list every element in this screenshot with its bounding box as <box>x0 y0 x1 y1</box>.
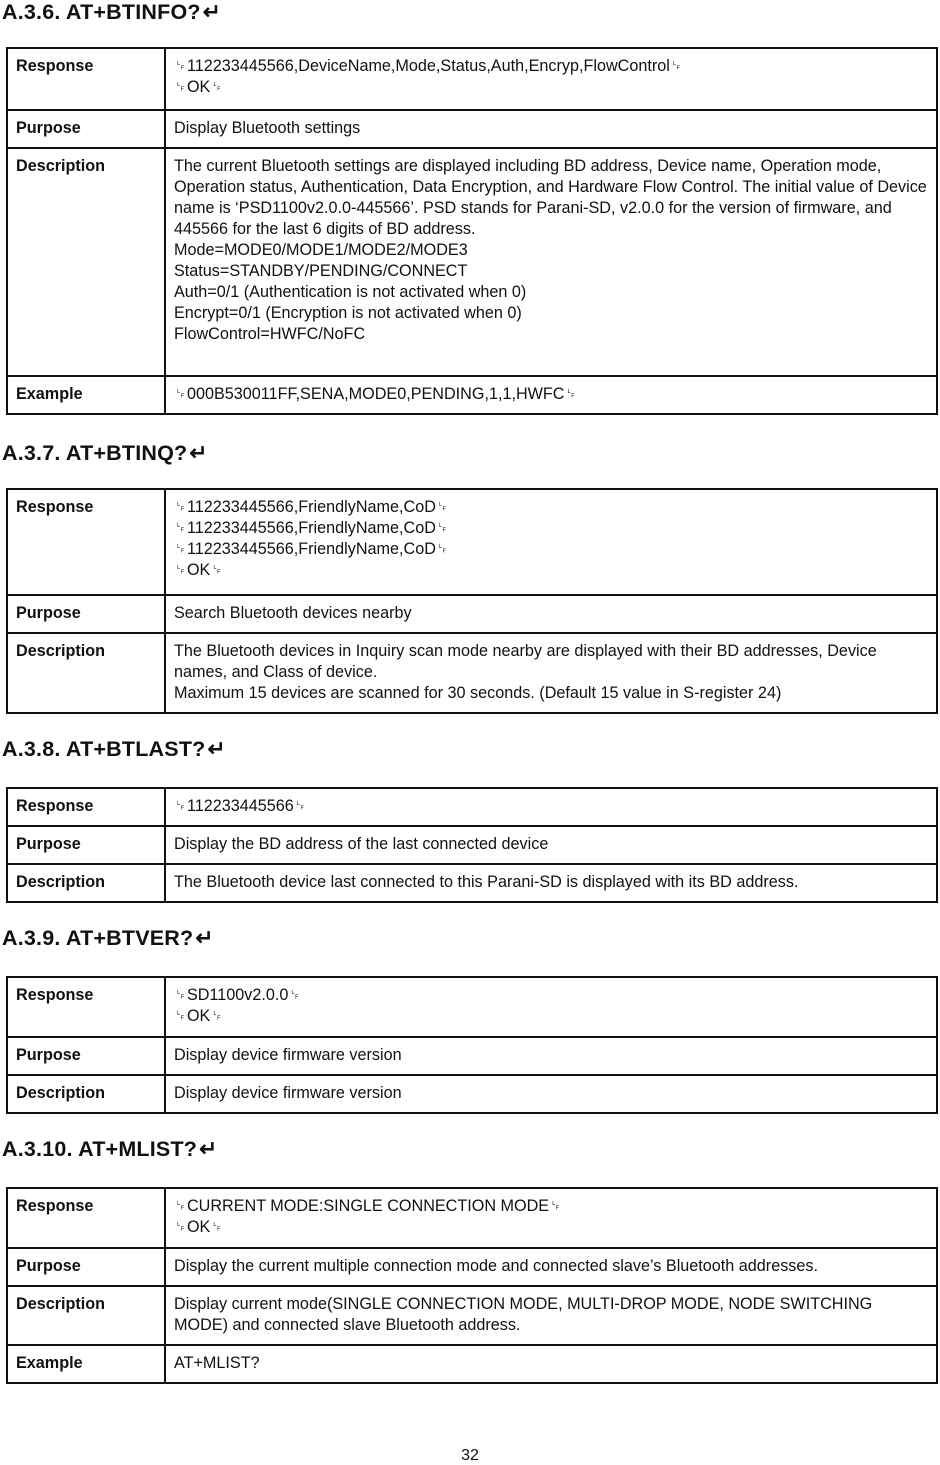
command-table <box>6 976 938 1114</box>
table-row <box>7 489 937 595</box>
row-value <box>165 864 937 902</box>
command-table <box>6 787 938 903</box>
value-line: Display current mode(SINGLE CONNECTION MODE, MULTI-DROP MODE, NODE SWITCHING MODE) and connected slave Bluetooth address. <box>174 1295 873 1334</box>
row-value <box>165 1248 937 1286</box>
value-line: Display Bluetooth settings <box>174 119 361 137</box>
table-row <box>7 977 937 1037</box>
row-value <box>165 489 937 595</box>
row-value <box>165 148 937 376</box>
return-icon: ↵ <box>199 1137 218 1161</box>
row-value <box>165 1345 937 1383</box>
row-value <box>165 376 937 414</box>
table-row <box>7 864 937 902</box>
table-row <box>7 376 937 414</box>
value-line: Display the current multiple connection mode and connected slave’s Bluetooth addresses. <box>174 1257 818 1275</box>
row-label: Description <box>7 1075 165 1113</box>
row-value <box>165 1286 937 1345</box>
row-label: Purpose <box>7 1037 165 1075</box>
value-line: AT+MLIST? <box>174 1354 260 1372</box>
return-icon: ↵ <box>195 926 214 950</box>
return-icon: ↵ <box>207 737 226 761</box>
table-row <box>7 148 937 376</box>
table-row <box>7 788 937 826</box>
section-heading: A.3.9. AT+BTVER?↵ <box>2 926 214 950</box>
table-row <box>7 1286 937 1345</box>
table-row <box>7 1345 937 1383</box>
value-line: ␊112233445566,FriendlyName,CoD␊ <box>174 540 449 558</box>
value-line: Display device firmware version <box>174 1084 402 1102</box>
value-line: The current Bluetooth settings are displayed including BD address, Device name, Operation mode, Operation status, Authentication, Data Encryption, and Hardware Flow Control. The initial value of Device name is ‘PSD1100v2.0.0-445566’. PSD stands for Parani-SD, v2.0.0 for the version of firmware, and 445566 for the last 6 digits of BD address. <box>174 157 927 238</box>
value-line: Mode=MODE0/MODE1/MODE2/MODE3 <box>174 241 468 259</box>
table-row <box>7 1248 937 1286</box>
row-label: Example <box>7 1345 165 1383</box>
row-label: Response <box>7 48 165 110</box>
value-line: Maximum 15 devices are scanned for 30 seconds. (Default 15 value in S-register 24) <box>174 684 782 702</box>
value-line: FlowControl=HWFC/NoFC <box>174 325 366 343</box>
command-table <box>6 1187 938 1384</box>
section-heading: A.3.6. AT+BTINFO?↵ <box>2 0 221 24</box>
value-line: ␊112233445566,FriendlyName,CoD␊ <box>174 498 449 516</box>
row-label: Response <box>7 788 165 826</box>
table-row <box>7 48 937 110</box>
table-row <box>7 595 937 633</box>
value-line: Display the BD address of the last connected device <box>174 835 549 853</box>
section-heading: A.3.8. AT+BTLAST?↵ <box>2 737 226 761</box>
table-row <box>7 1188 937 1248</box>
row-label: Purpose <box>7 595 165 633</box>
row-value <box>165 788 937 826</box>
row-value <box>165 1037 937 1075</box>
value-line: ␊112233445566␊ <box>174 797 307 815</box>
section-heading: A.3.10. AT+MLIST?↵ <box>2 1137 218 1161</box>
row-label: Response <box>7 1188 165 1248</box>
row-value <box>165 1075 937 1113</box>
section-heading: A.3.7. AT+BTINQ?↵ <box>2 441 208 465</box>
row-value <box>165 48 937 110</box>
row-label: Description <box>7 864 165 902</box>
return-icon: ↵ <box>202 0 221 24</box>
table-row <box>7 826 937 864</box>
table-row <box>7 110 937 148</box>
value-line: ␊CURRENT MODE:SINGLE CONNECTION MODE␊ <box>174 1197 563 1215</box>
value-line: The Bluetooth devices in Inquiry scan mode nearby are displayed with their BD addresses, Device names, and Class of device. <box>174 642 877 681</box>
row-label: Example <box>7 376 165 414</box>
row-label: Description <box>7 148 165 376</box>
value-line: ␊000B530011FF,SENA,MODE0,PENDING,1,1,HWFC␊ <box>174 385 578 403</box>
value-line: ␊OK␊ <box>174 1218 224 1236</box>
value-line: ␊112233445566,FriendlyName,CoD␊ <box>174 519 449 537</box>
value-line: Encrypt=0/1 (Encryption is not activated when 0) <box>174 304 522 322</box>
row-value <box>165 633 937 713</box>
row-value <box>165 110 937 148</box>
row-value <box>165 826 937 864</box>
value-line: Status=STANDBY/PENDING/CONNECT <box>174 262 468 280</box>
return-icon: ↵ <box>189 441 208 465</box>
page-number: 32 <box>461 1447 479 1464</box>
value-line: ␊OK␊ <box>174 1007 224 1025</box>
table-row <box>7 1075 937 1113</box>
table-row <box>7 633 937 713</box>
value-line: ␊OK␊ <box>174 78 224 96</box>
table-row <box>7 1037 937 1075</box>
row-value <box>165 977 937 1037</box>
value-line: Search Bluetooth devices nearby <box>174 604 412 622</box>
row-label: Purpose <box>7 110 165 148</box>
value-line: ␊112233445566,DeviceName,Mode,Status,Auth,Encryp,FlowControl␊ <box>174 57 683 75</box>
row-label: Description <box>7 1286 165 1345</box>
value-line: The Bluetooth device last connected to this Parani-SD is displayed with its BD address. <box>174 873 799 891</box>
row-label: Response <box>7 489 165 595</box>
row-label: Response <box>7 977 165 1037</box>
command-table <box>6 488 938 714</box>
row-value <box>165 1188 937 1248</box>
row-label: Description <box>7 633 165 713</box>
value-line: ␊SD1100v2.0.0␊ <box>174 986 302 1004</box>
value-line: Display device firmware version <box>174 1046 402 1064</box>
command-table <box>6 47 938 415</box>
value-line: Auth=0/1 (Authentication is not activated when 0) <box>174 283 527 301</box>
row-label: Purpose <box>7 826 165 864</box>
value-line: ␊OK␊ <box>174 561 224 579</box>
row-label: Purpose <box>7 1248 165 1286</box>
row-value <box>165 595 937 633</box>
